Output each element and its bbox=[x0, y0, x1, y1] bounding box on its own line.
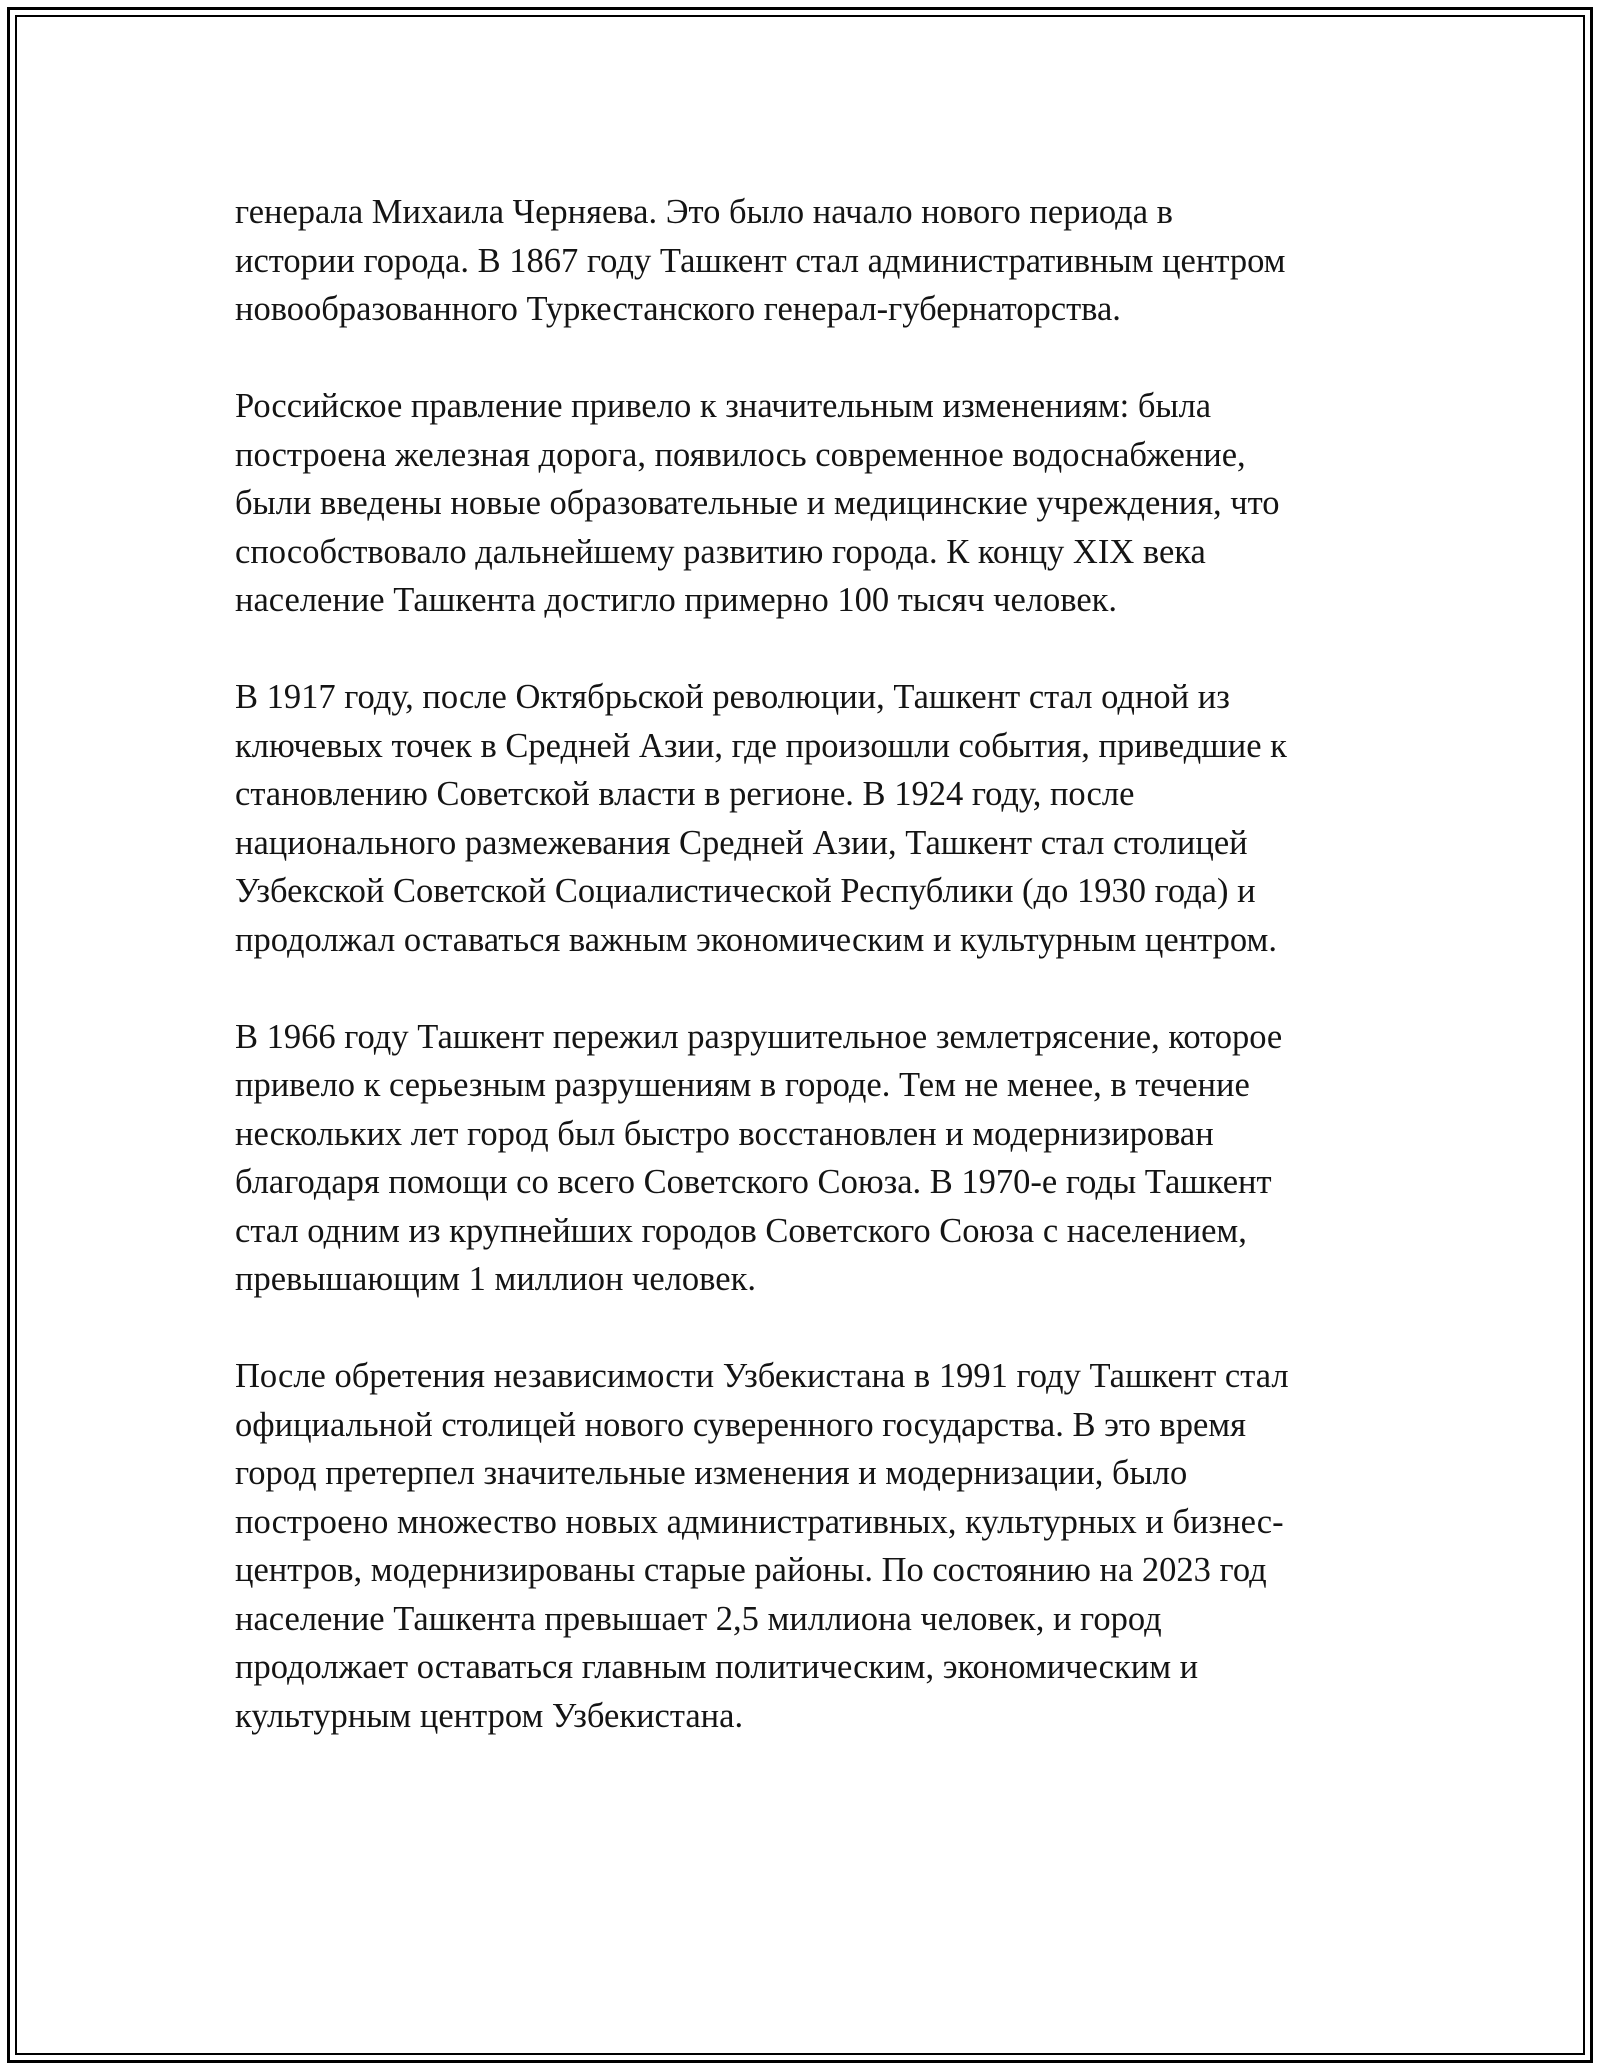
text-line: построено множество новых административных, культурных и бизнес- bbox=[235, 1502, 1284, 1541]
text-line: официальной столицей нового суверенного государства. В это время bbox=[235, 1405, 1246, 1444]
text-line: В 1966 году Ташкент пережил разрушительное землетрясение, которое bbox=[235, 1017, 1283, 1056]
document-body bbox=[235, 188, 1415, 1789]
text-line: истории города. В 1867 году Ташкент стал административным центром bbox=[235, 241, 1286, 280]
text-line: нескольких лет город был быстро восстановлен и модернизирован bbox=[235, 1114, 1214, 1153]
text-line: способствовало дальнейшему развитию города. К концу XIX века bbox=[235, 532, 1206, 571]
text-line: Российское правление привело к значительным изменениям: была bbox=[235, 387, 1212, 425]
text-line: культурным центром Узбекистана. bbox=[235, 1696, 744, 1735]
paragraph-1 bbox=[235, 188, 1415, 334]
text-line: построена железная дорога, появилось современное водоснабжение, bbox=[235, 435, 1246, 474]
paragraph-5 bbox=[235, 1352, 1415, 1740]
text-line: стал одним из крупнейших городов Советского Союза с населением, bbox=[235, 1211, 1247, 1250]
text-line: превышающим 1 миллион человек. bbox=[235, 1260, 756, 1298]
text-line: население Ташкента превышает 2,5 миллиона человек, и город bbox=[235, 1599, 1162, 1638]
text-line: привело к серьезным разрушениям в городе. Тем не менее, в течение bbox=[235, 1066, 1250, 1104]
text-line: становлению Советской власти в регионе. В 1924 году, после bbox=[235, 775, 1135, 813]
text-line: центров, модернизированы старые районы. По состоянию на 2023 год bbox=[235, 1551, 1267, 1589]
text-line: благодаря помощи со всего Советского Союза. В 1970-е годы Ташкент bbox=[235, 1163, 1272, 1201]
text-line: продолжает оставаться главным политическим, экономическим и bbox=[235, 1648, 1199, 1686]
paragraph-3 bbox=[235, 673, 1415, 964]
paragraph-4 bbox=[235, 1013, 1415, 1304]
text-line: были введены новые образовательные и медицинские учреждения, что bbox=[235, 484, 1280, 522]
text-line: генерала Михаила Черняева. Это было начало нового периода в bbox=[235, 193, 1173, 231]
text-line: продолжал оставаться важным экономическим и культурным центром. bbox=[235, 920, 1277, 959]
paragraph-2 bbox=[235, 382, 1415, 625]
text-line: город претерпел значительные изменения и модернизации, было bbox=[235, 1454, 1188, 1492]
text-line: Узбекской Советской Социалистической Республики (до 1930 года) и bbox=[235, 872, 1256, 910]
text-line: В 1917 году, после Октябрьской революции, Ташкент стал одной из bbox=[235, 678, 1230, 716]
text-line: население Ташкента достигло примерно 100 тысяч человек. bbox=[235, 581, 1118, 619]
text-line: ключевых точек в Средней Азии, где произошли события, приведшие к bbox=[235, 726, 1287, 765]
text-line: новообразованного Туркестанского генерал-губернаторства. bbox=[235, 290, 1121, 328]
text-line: После обретения независимости Узбекистана в 1991 году Ташкент стал bbox=[235, 1357, 1289, 1395]
text-line: национального размежевания Средней Азии, Ташкент стал столицей bbox=[235, 823, 1248, 862]
